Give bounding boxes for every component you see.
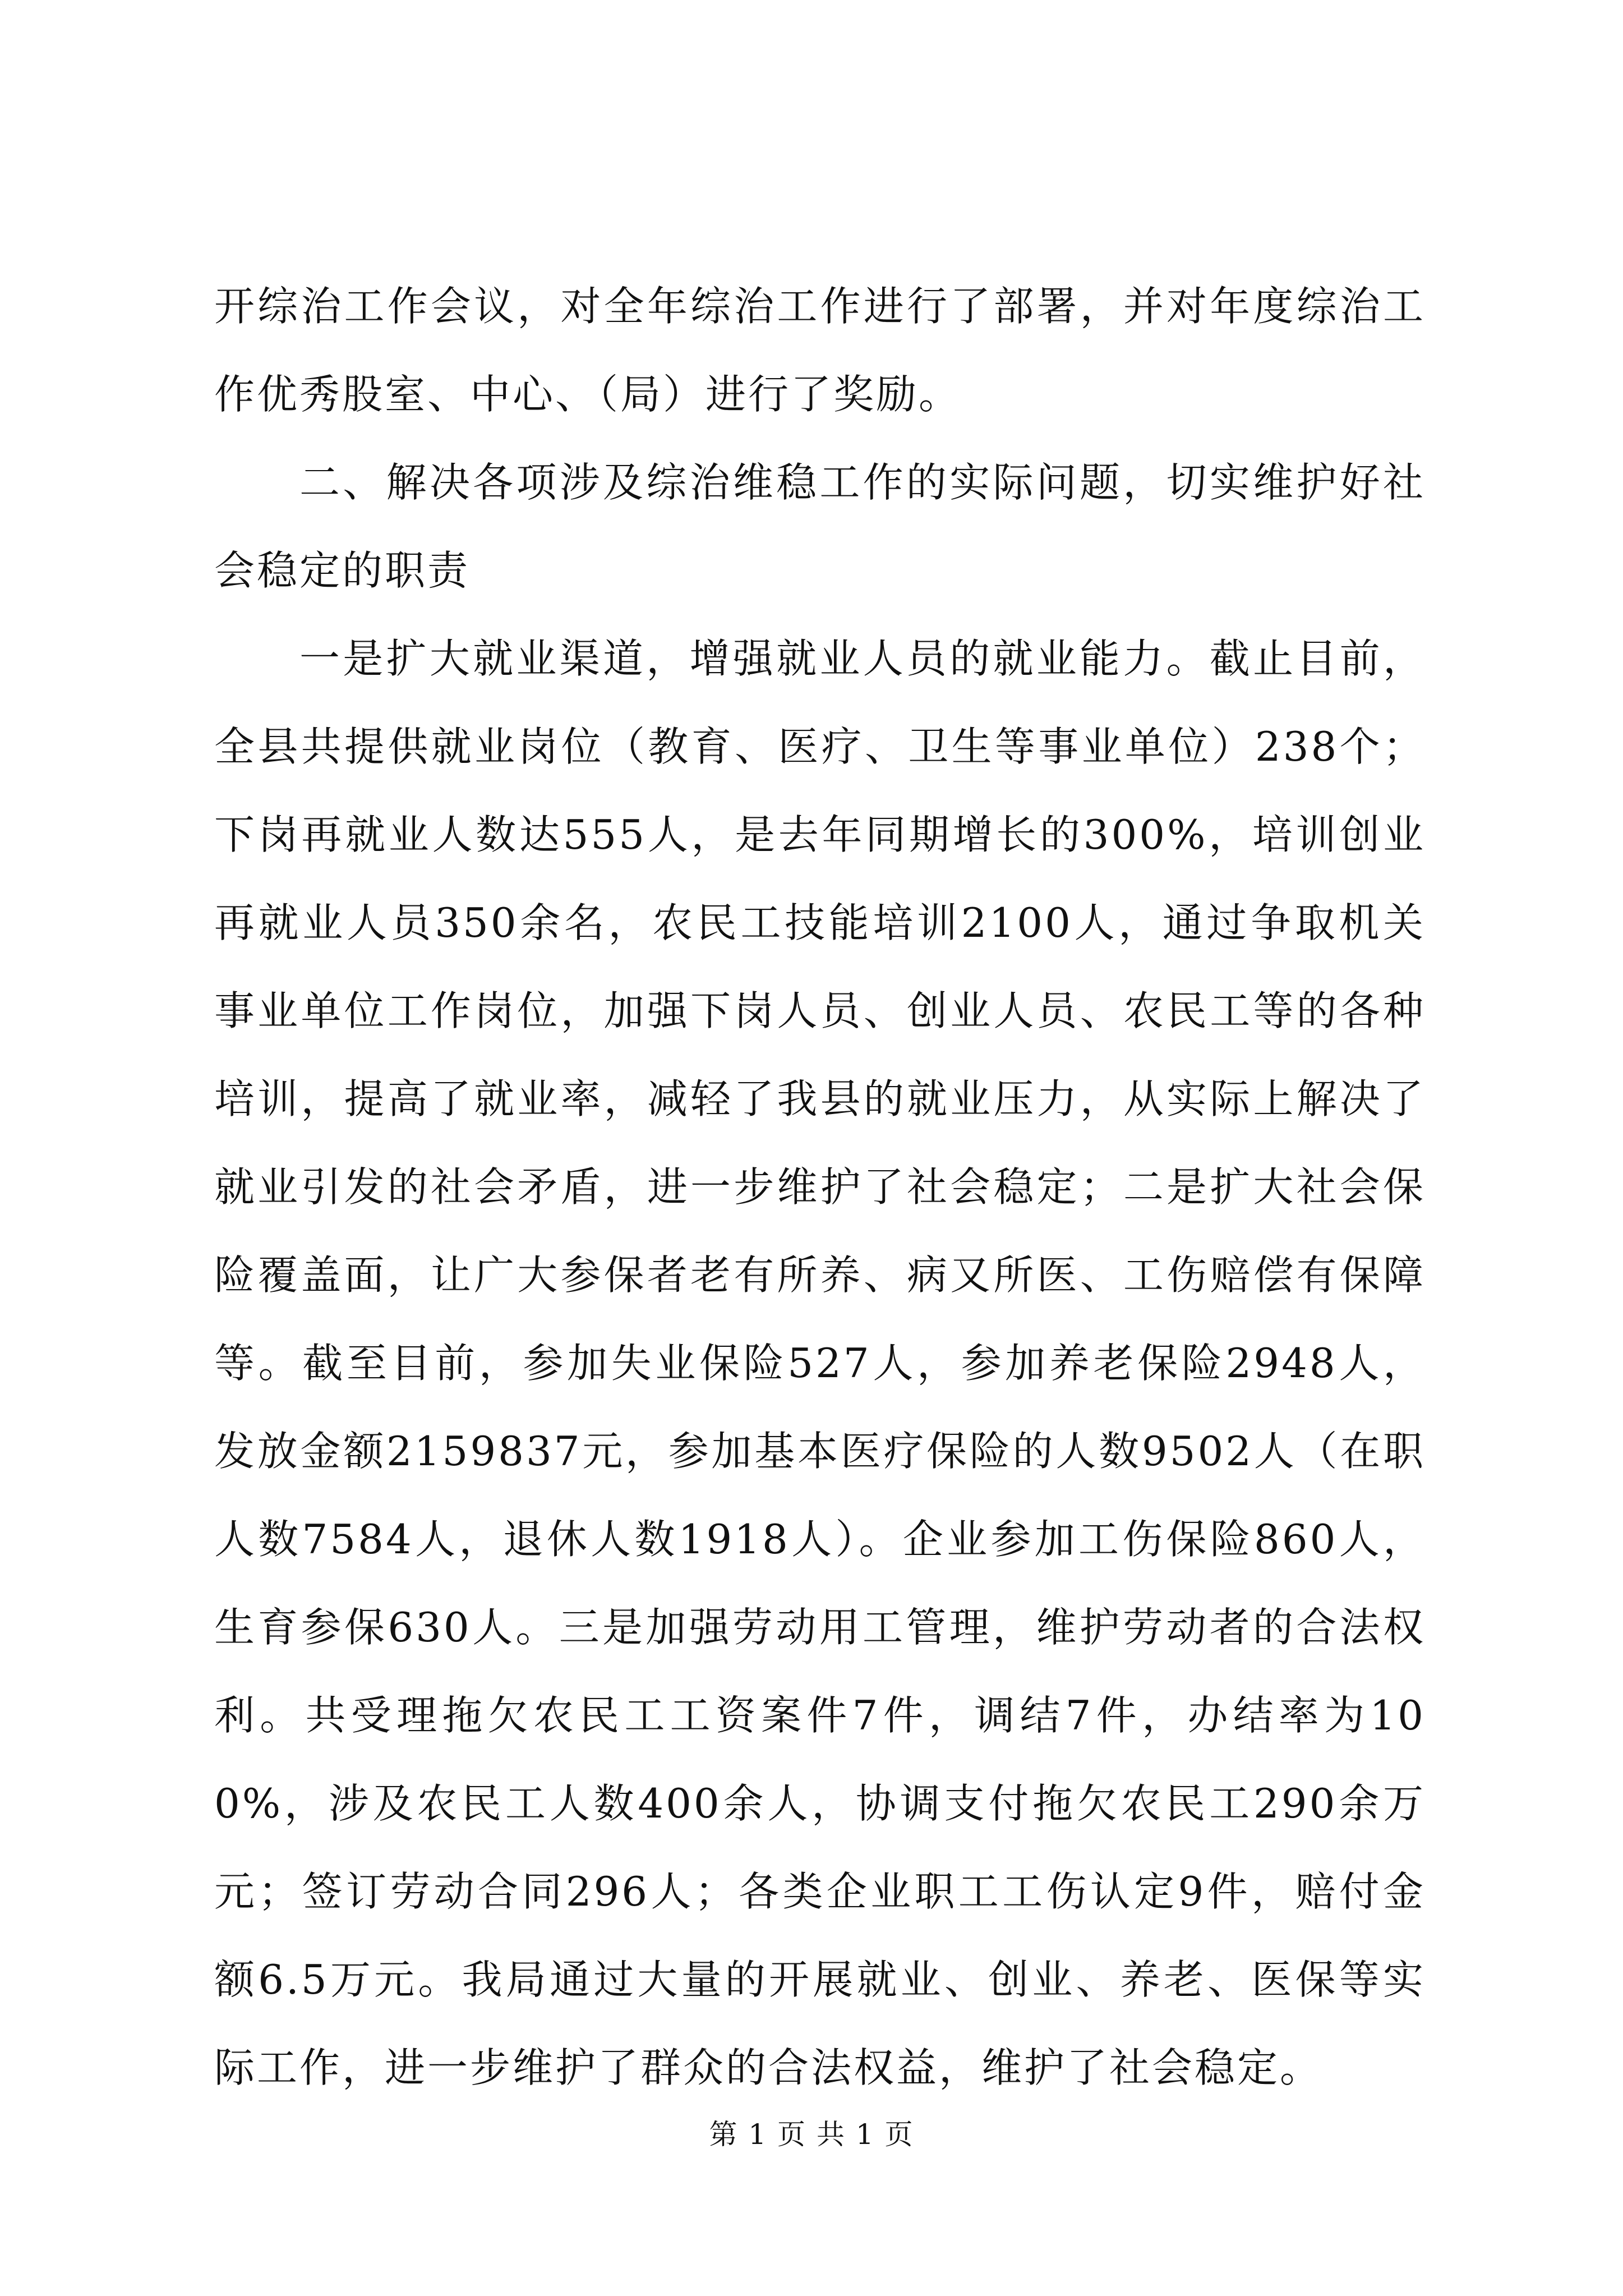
page-number-footer: 第 1 页 共 1 页: [709, 2118, 914, 2151]
document-body: [214, 263, 1426, 2112]
paragraph-continuation: 开综治工作会议，对全年综治工作进行了部署，并对年度综治工作优秀股室、中心、（局）进行了奖励。: [214, 283, 1426, 418]
section-heading-2: 二、解决各项涉及综治维稳工作的实际问题，切实维护好社会稳定的职责: [214, 459, 1426, 594]
paragraph-employment-insurance: 一是扩大就业渠道，增强就业人员的就业能力。截止目前，全县共提供就业岗位（教育、医疗、卫生等事业单位）238个；下岗再就业人数达555人，是去年同期增长的300%，培训创业再就业人员350余名，农民工技能培训2100人，通过争取机关事业单位工作岗位，加强下岗人员、创业人员、农民工等的各种培训，提高了就业率，减轻了我县的就业压力，从实际上解决了就业引发的社会矛盾，进一步维护了社会稳定；二是扩大社会保险覆盖面，让广大参保者老有所养、病又所医、工伤赔偿有保障等。截至目前，参加失业保险527人，参加养老保险2948人，发放金额2159837元，参加基本医疗保险的人数9502人（在职人数7584人，退休人数1918人）。企业参加工伤保险860人，生育参保630人。三是加强劳动用工管理，维护劳动者的合法权利。共受理拖欠农民工工资案件7件，调结7件，办结率为100%，涉及农民工人数400余人，协调支付拖欠农民工290余万元；签订劳动合同296人；各类企业职工工伤认定9件，赔付金额6.5万元。我局通过大量的开展就业、创业、养老、医保等实际工作，进一步维护了群众的合法权益，维护了社会稳定。: [214, 635, 1426, 2091]
